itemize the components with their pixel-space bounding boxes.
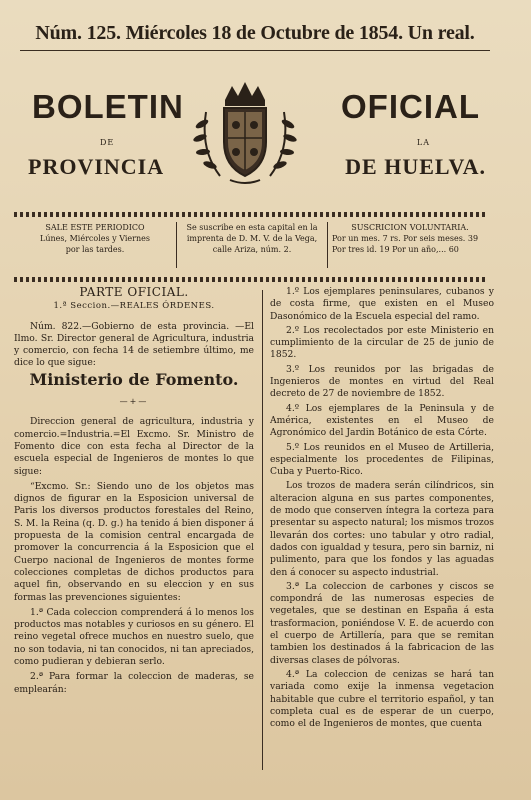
prices-title: SUSCRICION VOLUNTARIA. [351, 223, 469, 232]
paragraph: 4.ª La coleccion de cenizas se hará tan variada como exije la inmensa vegetacion habitable que cubre el territorio español, y tan completa cual es de esperar de un cuerpo, como el de Ingenieros de montes, que cuenta [270, 668, 494, 730]
column-divider [262, 290, 263, 770]
publication-schedule [20, 222, 170, 255]
paragraph: 2.º Los recolectados por este Ministerio en cumplimiento de la circular de 25 de junio de 1852. [270, 324, 494, 361]
ornamental-border-top [14, 212, 488, 217]
subscription-info-band [14, 212, 488, 282]
masthead [20, 80, 500, 190]
left-column [14, 286, 254, 699]
paragraph: 1.º Los ejemplares peninsulares, cubanos y de costa firme, que existen en el Museo Dasonómico de la Escuela especial del ramo. [270, 286, 494, 322]
price-line-1: Por un mes. 7 rs. Por seis meses. 39 [332, 234, 479, 243]
paragraph: 1.ª Cada coleccion comprenderá á lo menos los productos mas notables y curiosos en su género. El reino vegetal ofrece muchos en nuestro suelo, que no son todavia, ni tan conocidos, ni tan apreciados, como pudieran y debieran serlo. [14, 606, 254, 668]
paragraph: 3.º Los reunidos por las brigadas de Ingenieros de montes en virtud del Real decreto de 27 de noviembre de 1852. [270, 363, 494, 400]
title-boletin: BOLETIN [32, 88, 184, 125]
title-la: LA [416, 138, 430, 147]
right-column [270, 286, 494, 732]
title-de: DE [100, 138, 115, 147]
paragraph: 3.ª La coleccion de carbones y ciscos se compondrá de las numerosas especies de vegetales, que se destinan en España á esta trasformacion, poniéndose V. E. de acuerdo con el cuerpo de Artillería, para que se remitan tambien los destinados á la fabricacion de las diversas clases de pólvoras. [270, 580, 494, 666]
title-provincia: PROVINCIA [28, 154, 165, 179]
schedule-line-3: por las tardes. [65, 245, 125, 254]
title-huelva: DE HUELVA. [345, 154, 486, 179]
subsection-title: 1.ª Seccion.—REALES ÓRDENES. [53, 301, 215, 312]
issue-line: Núm. 125. Miércoles 18 de Octubre de 1854. Un real. [20, 22, 490, 51]
price-line-2: Por tres id. 19 Por un año,... 60 [332, 245, 459, 254]
schedule-line-1: SALE ESTE PERIODICO [45, 223, 145, 232]
ornament-divider: —+— [119, 397, 149, 407]
address-line-2: imprenta de D. M. V. de la Vega, [186, 234, 318, 243]
royal-crest-icon [180, 80, 310, 190]
ornamental-border-bottom [14, 277, 488, 282]
paragraph: 2.ª Para formar la coleccion de maderas, se emplearán: [14, 671, 254, 695]
paragraph: Núm. 822.—Gobierno de esta provincia. —El Ilmo. Sr. Director general de Agricultura, industria y comercio, con fecha 14 de setiembre último, me dice lo que sigue: [14, 320, 254, 369]
address-line-1: Se suscribe en esta capital en la [186, 223, 318, 232]
paragraph: Direccion general de agricultura, industria y comercio.=Industria.=El Excmo. Sr. Ministro de Fomento dice con esta fecha al Director de la escuela especial de Ingenieros de montes lo que sigue: [14, 416, 254, 477]
address-line-3: calle Ariza, núm. 2. [212, 245, 292, 254]
paragraph: 5.º Los reunidos en el Museo de Artilleria, especialmente los procedentes de Filipinas, Cuba y Puerto-Rico. [270, 441, 494, 478]
subscription-prices [332, 222, 488, 255]
paragraph: Los trozos de madera serán cilíndricos, sin alteracion alguna en sus partes componentes, de modo que conserven íntegra la corteza para presentar su aspecto natural; los mismos trozos llevarán dos cortes: uno tabular y otro radial, dados con igualdad y tesura, pero sin barniz, ni pulimento, para que los fondos y las aguadas den á conocer su aspecto industrial. [270, 480, 494, 578]
schedule-line-2: Lúnes, Miércoles y Viernes [40, 234, 150, 243]
paragraph: “Excmo. Sr.: Siendo uno de los objetos mas dignos de figurar en la Esposicion universal de Paris los diversos productos forestales del Reino, S. M. la Reina (q. D. g.) ha tenido á bien disponer á propuesta de la comision central encargada de promover la concurrencia á la Esposicion que el Cuerpo nacional de Ingenieros de montes forme colecciones completas de dichos productos para aquel fin, observando en su eleccion y en sus formas las prevenciones siguientes: [14, 480, 254, 603]
subscription-address [176, 222, 328, 268]
section-title: PARTE OFICIAL. [79, 285, 189, 299]
title-oficial: OFICIAL [341, 88, 480, 125]
paragraph: 4.º Los ejemplares de la Peninsula y de América, existentes en el Museo de Agronómico del Jardin Botánico de esta Córte. [270, 402, 494, 439]
ministry-heading: Ministerio de Fomento. [29, 369, 239, 389]
